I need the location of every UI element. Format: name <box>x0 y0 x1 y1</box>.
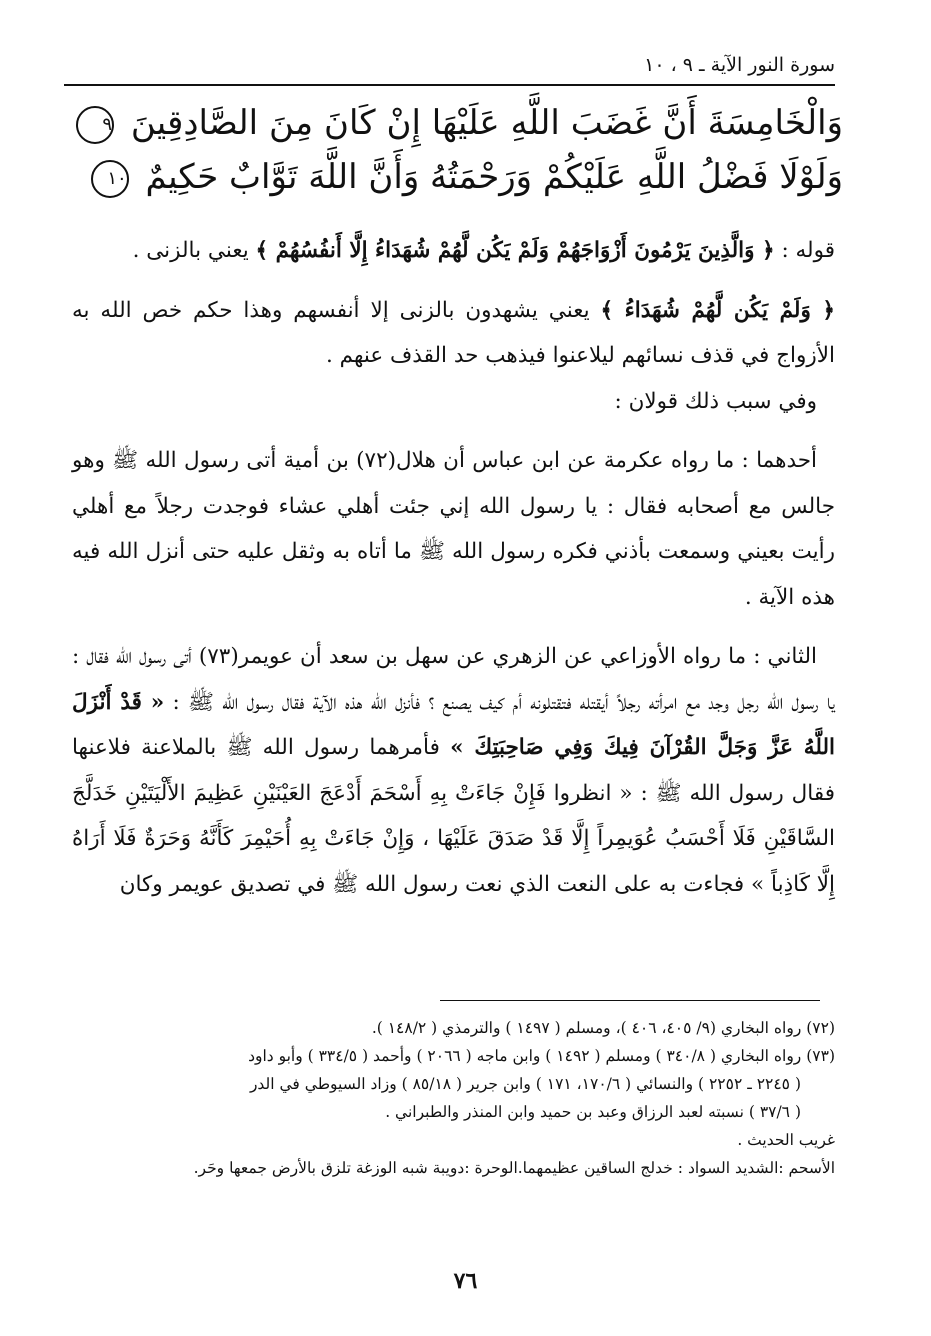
page-number: ٧٦ <box>453 1268 478 1294</box>
hadith-quote: « قَدْ أَنْزَلَ اللَّهُ عَزَّ وَجَلَّ القُرْآنَ فِيكَ وَفِي صَاحِبَتِكَ » <box>72 689 835 760</box>
footnote-73-cont-1: ( ٢٢٤٥ ـ ٢٢٥٢ ) والنسائي ( ١٧٠/٦، ١٧١ ) وابن جرير ( ٨٥/١٨ ) وزاد السيوطي في الدر <box>249 1075 801 1093</box>
paragraph-5 <box>72 634 835 907</box>
header-rule <box>64 84 835 86</box>
paragraph-3: وفي سبب ذلك قولان : <box>614 388 817 414</box>
running-header <box>64 54 835 84</box>
footnote-72: (٧٢) رواه البخاري (٩/ ٤٠٥، ٤٠٦ )، ومسلم ( ١٤٩٧ ) والترمذي ( ١٤٨/٢ ). <box>371 1019 835 1037</box>
paragraph-text: الثاني : ما رواه الأوزاعي عن الزهري عن سهل بن سعد أن عويمر(٧٣) أتى رسول الله فقال : يا رسول الله رجل وجد مع امرأته رجلاً أيقتله فتقتلونه أم كيف يصنع ؟ فأنزل الله هذه الآية فقال رسول الله ﷺ : <box>72 644 836 715</box>
quoted-verse: ﴿ وَالَّذِينَ يَرْمُونَ أَزْوَاجَهُمْ وَلَمْ يَكُن لَّهُمْ شُهَدَاءُ إِلَّا أَنفُسُهُمْ ﴾ <box>255 238 775 263</box>
gharib-definitions: الأسحم :الشديد السواد : خدلج الساقين عظيمهما.الوحرة :دويبة شبه الوزغة تلزق بالأرض جمعها وحَر. <box>193 1159 835 1177</box>
footnotes <box>72 1014 835 1244</box>
paragraph-text: يعني بالزنى . <box>132 238 249 263</box>
spacer <box>72 274 835 288</box>
footnote-73: (٧٣) رواه البخاري ( ٣٤٠/٨ ) ومسلم ( ١٤٩٢ ) وابن ماجه ( ٢٠٦٦ ) وأحمد ( ٣٣٤/٥ ) وأبو داود <box>248 1047 835 1065</box>
paragraph-text: فأمرهما رسول الله ﷺ بالملاعنة فلاعنها فقال رسول الله ﷺ : <box>72 735 835 806</box>
paragraph-2 <box>72 288 835 379</box>
ayah-number-9: ٩ <box>76 106 114 144</box>
spacer <box>72 424 835 438</box>
ayah-number-10: ١٠ <box>91 160 129 198</box>
verse-text-10: وَلَوْلَا فَضْلُ اللَّهِ عَلَيْكُمْ وَرَحْمَتُهُ وَأَنَّ اللَّهَ تَوَّابٌ حَكِيمٌ <box>145 157 843 197</box>
quran-verse-block <box>70 96 843 214</box>
commentary-body <box>72 228 835 968</box>
paragraph-text: فجاءت به على النعت الذي نعت رسول الله ﷺ في تصديق عويمر وكان <box>119 871 745 897</box>
verse-text-9: وَالْخَامِسَةَ أَنَّ غَضَبَ اللَّهِ عَلَيْهَا إِنْ كَانَ مِنَ الصَّادِقِينَ <box>130 103 843 143</box>
paragraph-4: أحدهما : ما رواه عكرمة عن ابن عباس أن هلال(٧٢) بن أمية أتى رسول الله ﷺ وهو جالس مع أصحابه فقال : يا رسول الله إني جئت أهلي عشاء فوجدت رجلاً مع أهلي رأيت بعيني وسمعت بأذني فكره رسول الله ﷺ ما أتاه به وثقل عليه حتى أنزل الله فيه هذه الآية . <box>72 448 835 610</box>
paragraph-1 <box>72 228 835 274</box>
paragraph-text: يعني يشهدون بالزنى إلا أنفسهم وهذا حكم خص الله به الأزواج في قذف نسائهم ليلاعنوا فيذهب حد القذف عنهم . <box>72 297 835 368</box>
header-title: سورة النور الآية ـ ٩ ، ١٠ <box>644 54 835 76</box>
intro-text: قوله : <box>781 238 835 263</box>
quoted-verse: ﴿ وَلَمْ يَكُن لَّهُمْ شُهَدَاءُ ﴾ <box>600 297 836 323</box>
spacer <box>72 620 835 634</box>
hadith-quote: « انظروا فَإِنْ جَاءَتْ بِهِ أَسْحَمَ أَدْعَجَ العَيْنَيْنِ عَظِيمَ الأَلْيَتَيْنِ خَدَلَّجَ السَّاقَيْنِ فَلَا أَحْسَبُ عُوَيمِراً إِلَّا قَدْ صَدَقَ عَلَيْهَا ، وَإِنْ جَاءَتْ بِهِ أُحَيْمِرَ كَأَنَّهُ وَحَرَةٌ فَلَا أَرَاهُ إِلَّا كَاذِباً » <box>72 780 835 897</box>
footnote-separator <box>440 1000 820 1001</box>
gharib-heading: غريب الحديث . <box>737 1131 835 1149</box>
footnote-73-cont-2: ( ٣٧/٦ ) نسبته لعبد الرزاق وعبد بن حميد وابن المنذر والطبراني . <box>385 1103 801 1121</box>
